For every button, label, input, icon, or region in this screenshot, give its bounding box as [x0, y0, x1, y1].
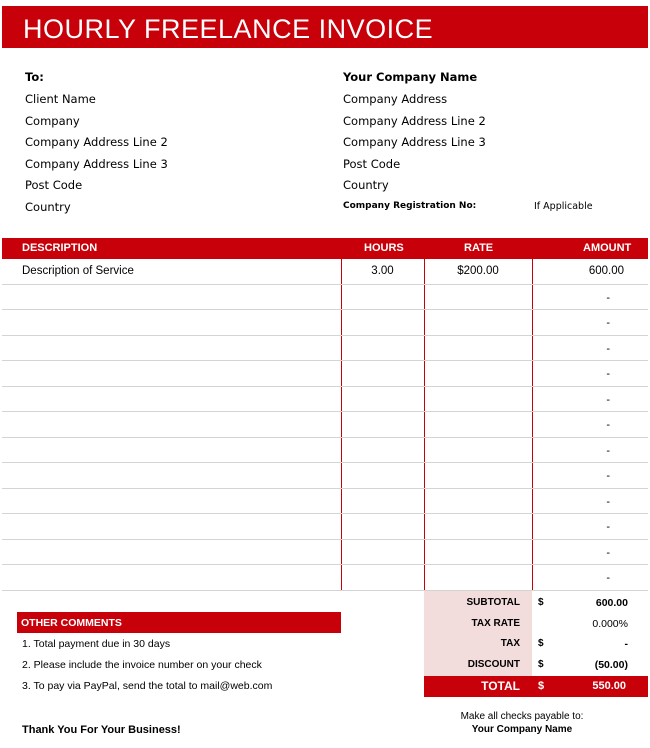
header-description: DESCRIPTION [22, 242, 98, 254]
row-amount-empty: - [606, 317, 610, 329]
comment-item[interactable]: 1. Total payment due in 30 days [22, 638, 171, 650]
row-amount-empty: - [606, 368, 610, 380]
tax-label: TAX [500, 638, 520, 649]
company-post-code[interactable]: Post Code [343, 157, 401, 171]
row-amount-empty: - [606, 547, 610, 559]
company-address-line-2[interactable]: Company Address Line 2 [343, 114, 486, 128]
discount-currency: $ [538, 659, 544, 670]
row-1-description[interactable]: Description of Service [22, 265, 134, 277]
subtotal-value: 600.00 [595, 597, 628, 609]
client-address-line-2[interactable]: Company Address Line 2 [25, 135, 168, 149]
row-divider [2, 437, 648, 438]
row-amount-empty: - [606, 470, 610, 482]
client-name[interactable]: Client Name [25, 92, 96, 106]
client-post-code[interactable]: Post Code [25, 178, 83, 192]
row-divider [2, 462, 648, 463]
row-amount-empty: - [606, 343, 610, 355]
header-amount: AMOUNT [583, 242, 632, 254]
header-rate: RATE [464, 242, 494, 254]
tax-value: - [624, 638, 628, 650]
subtotal-label: SUBTOTAL [466, 597, 520, 608]
row-divider [2, 513, 648, 514]
invoice-title: HOURLY FREELANCE INVOICE [23, 14, 434, 44]
client-company[interactable]: Company [25, 114, 80, 128]
company-address[interactable]: Company Address [343, 92, 448, 106]
row-divider [2, 284, 648, 285]
row-1-rate[interactable]: $200.00 [457, 265, 499, 277]
tax-rate-value[interactable]: 0.000% [592, 618, 628, 630]
to-heading: To: [25, 70, 44, 84]
row-amount-empty: - [606, 394, 610, 406]
company-address-line-3[interactable]: Company Address Line 3 [343, 135, 486, 149]
row-amount-empty: - [606, 419, 610, 431]
thank-you-note: Thank You For Your Business! [22, 724, 181, 736]
row-amount-empty: - [606, 496, 610, 508]
comments-title: OTHER COMMENTS [21, 617, 122, 629]
row-divider [2, 564, 648, 565]
row-divider [2, 309, 648, 310]
row-divider [2, 488, 648, 489]
total-label: TOTAL [481, 679, 520, 693]
comment-item[interactable]: 3. To pay via PayPal, send the total to mail@web.com [22, 680, 273, 692]
row-divider [2, 386, 648, 387]
row-divider [2, 590, 648, 591]
registration-value[interactable]: If Applicable [534, 201, 593, 212]
total-currency: $ [538, 680, 545, 692]
subtotal-currency: $ [538, 597, 544, 608]
table-header [2, 238, 648, 259]
row-divider [2, 335, 648, 336]
row-divider [2, 360, 648, 361]
registration-label: Company Registration No: [343, 201, 477, 211]
tax-rate-label: TAX RATE [471, 618, 520, 629]
row-divider [2, 539, 648, 540]
client-address-line-3[interactable]: Company Address Line 3 [25, 157, 168, 171]
row-amount-empty: - [606, 445, 610, 457]
row-divider [2, 411, 648, 412]
row-amount-empty: - [606, 521, 610, 533]
discount-value[interactable]: (50.00) [594, 659, 628, 671]
total-value: 550.00 [592, 680, 626, 692]
payable-company-name: Your Company Name [471, 724, 573, 735]
company-name[interactable]: Your Company Name [343, 70, 478, 84]
comment-item[interactable]: 2. Please include the invoice number on your check [22, 659, 262, 671]
discount-label: DISCOUNT [467, 659, 520, 670]
header-hours: HOURS [364, 242, 404, 254]
row-1-amount: 600.00 [588, 265, 624, 277]
tax-currency: $ [538, 638, 544, 649]
row-1-hours[interactable]: 3.00 [371, 265, 394, 277]
company-country[interactable]: Country [343, 178, 389, 192]
row-amount-empty: - [606, 292, 610, 304]
payable-to-label: Make all checks payable to: [460, 711, 584, 722]
client-country[interactable]: Country [25, 200, 71, 214]
row-amount-empty: - [606, 572, 610, 584]
